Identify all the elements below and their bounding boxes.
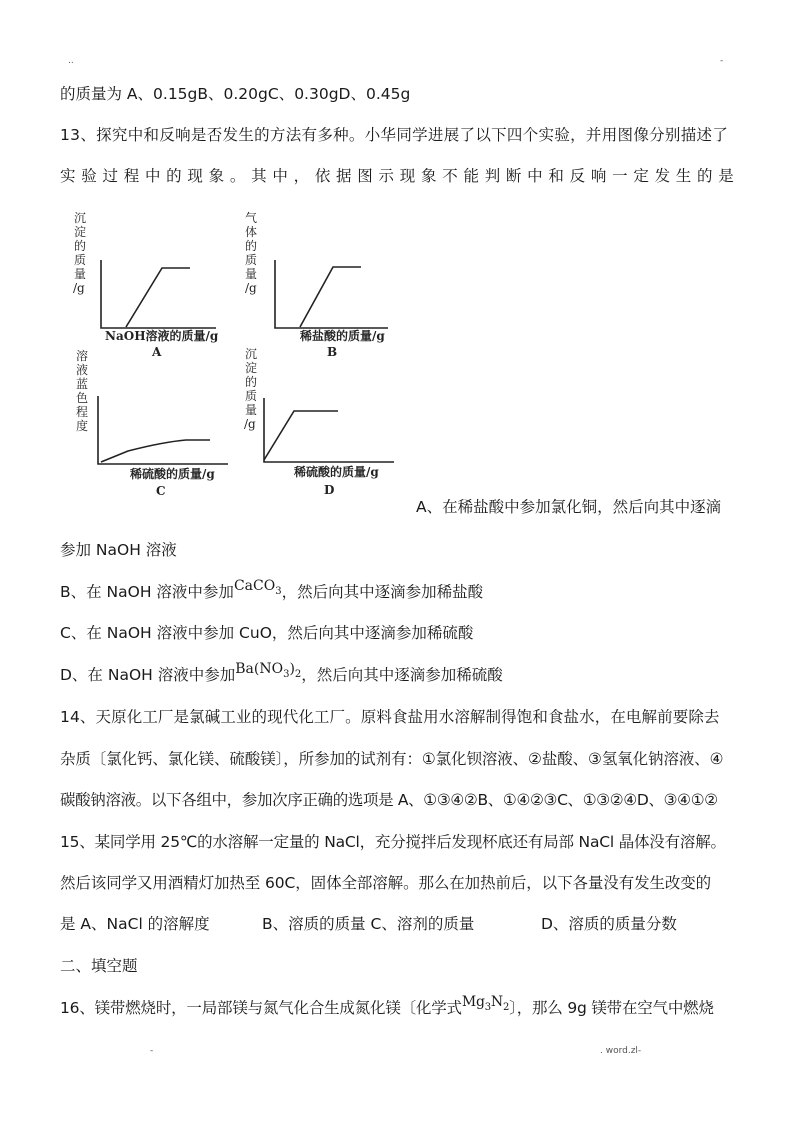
graph-a-ylabel-char: 淀 [74, 225, 87, 239]
q13-line-2-char: 不 [442, 167, 458, 185]
q14-line-3: 碳酸钠溶液。以下各组中，参加次序正确的选项是 A、①③④②B、①④②③C、①③②④D、③④①② [60, 791, 718, 809]
formula-subscript: 3 [484, 1002, 491, 1013]
formula-subscript: 3 [275, 586, 282, 597]
q12-options: 的质量为 A、0.15gB、0.20gC、0.30gD、0.45g [60, 85, 411, 103]
q16-pre: 16、镁带燃烧时，一局部镁与氮气化合生成氮化镁〔化学式 [60, 999, 462, 1017]
option-b-pre: B、在 NaOH 溶液中参加 [60, 583, 234, 601]
q15-option-a: 是 A、NaCl 的溶解度 [60, 915, 210, 933]
graph-b-curve [300, 267, 361, 327]
graph-d-xlabel: 稀硫酸的质量/g [294, 465, 379, 479]
q13-line-2-char: 其 [251, 167, 267, 185]
q14-line-1: 14、天原化工厂是氯碱工业的现代化工厂。原料食盐用水溶解制得饱和食盐水，在电解前要除去 [60, 708, 720, 726]
graph-a-ylabel-char: 质 [74, 253, 87, 267]
q13-line-2-char: 示 [378, 167, 395, 185]
graph-c-ylabel-char: 度 [76, 419, 89, 433]
graph-b-xlabel: 稀盐酸的质量/g [300, 329, 385, 343]
graph-d-yunit: /g [244, 417, 256, 431]
q13-line-2-char: 图 [357, 167, 373, 185]
formula-text: N [490, 994, 503, 1010]
header-right-mark: - [720, 56, 724, 66]
option-d-post: ，然后向其中逐滴参加稀硫酸 [301, 666, 503, 684]
footer-left-mark: - [150, 1046, 154, 1056]
q13-line-1: 13、探究中和反响是否发生的方法有多种。小华同学进展了以下四个实验，并用图像分别描述了 [60, 126, 729, 144]
q16-post: 〕，那么 9g 镁带在空气中燃烧 [509, 999, 714, 1017]
q13-line-2-char: 的 [166, 167, 182, 185]
graph-a-xlabel: NaOH溶液的质量/g [105, 329, 219, 343]
q13-line-2-char: 。 [229, 167, 246, 185]
graph-d-ylabel-char: 淀 [245, 361, 258, 375]
q13-line-2-char: 的 [697, 167, 713, 185]
q13-line-2-char: 生 [675, 167, 692, 185]
graph-a-ylabel-char: 量 [74, 267, 87, 281]
q15-line-1: 15、某同学用 25℃的水溶解一定量的 NaCl，充分搅拌后发现杯底还有局部 NaCl 晶体没有溶解。 [60, 833, 726, 851]
q13-line-2-char: 实 [60, 167, 76, 185]
q13-line-2-char: 定 [633, 167, 649, 185]
graph-b-ylabel [245, 210, 257, 295]
q13-line-2-char: 断 [505, 167, 522, 185]
graph-b-ylabel-char: 体 [245, 225, 258, 239]
graph-a-curve [126, 268, 190, 327]
graph-d-ylabel-char: 的 [245, 375, 258, 389]
graph-d-ylabel-char: 量 [245, 403, 258, 417]
graph-c-ylabel-char: 溶 [76, 349, 89, 363]
graph-d-letter: D [324, 483, 335, 497]
graph-c-ylabel [76, 348, 88, 433]
q15-line-2: 然后该同学又用酒精灯加热至 60C，固体全部溶解。那么在加热前后，以下各量没有发生改变的 [60, 874, 712, 892]
graph-a-ylabel-char: 沉 [74, 211, 87, 225]
q13-line-2 [60, 166, 734, 186]
formula-bano3 [235, 661, 302, 680]
graph-a-axes [101, 260, 216, 328]
q13-line-2-char: 现 [399, 167, 416, 185]
q13-line-2-char: ， [293, 167, 310, 185]
graph-c-axes [98, 396, 228, 464]
q13-line-2-char: 中 [527, 167, 543, 185]
q13-line-2-char: 发 [654, 167, 671, 185]
formula-text: CaCO [233, 578, 276, 594]
q13-line-2-char: 据 [336, 167, 352, 185]
graph-c-letter: C [156, 484, 166, 498]
q13-line-2-char: 一 [612, 167, 628, 185]
q13-line-2-char: 程 [123, 167, 140, 185]
option-a-line-2: 参加 NaOH 溶液 [60, 541, 177, 559]
q13-line-2-char: 是 [718, 167, 734, 185]
option-c: C、在 NaOH 溶液中参加 CuO，然后向其中逐滴参加稀硫酸 [60, 624, 474, 642]
graph-a-letter: A [152, 345, 162, 359]
formula-caco3 [233, 578, 282, 597]
q15-option-d: D、溶质的质量分数 [541, 915, 677, 933]
formula-subscript: 2 [294, 669, 302, 680]
section-heading: 二、填空题 [60, 957, 138, 975]
q13-line-2-char: 象 [208, 167, 225, 185]
graphs-figure [68, 206, 413, 501]
graph-a-yunit: /g [73, 281, 85, 295]
formula-text: Mg [461, 994, 485, 1010]
q14-line-2: 杂质〔氯化钙、氯化镁、硫酸镁〕，所参加的试剂有：①氯化钡溶液、②盐酸、③氢氧化钠溶液、④ [60, 750, 724, 768]
q16-line-1 [60, 994, 714, 1021]
q13-line-2-char: 中 [272, 167, 288, 185]
graph-c-ylabel-char: 色 [76, 391, 89, 405]
q13-line-2-char: 象 [420, 167, 437, 185]
graph-a-ylabel [73, 211, 86, 295]
formula-subscript: 2 [502, 1002, 510, 1013]
graph-b-letter: B [327, 345, 338, 359]
q13-line-2-char: 响 [590, 167, 607, 185]
graph-b-ylabel-char: 质 [245, 253, 258, 267]
graph-b-yunit: /g [245, 281, 257, 295]
formula-text: ) [289, 661, 295, 677]
graph-d-axes [264, 398, 394, 462]
q13-line-2-char: 和 [548, 167, 564, 185]
formula-text: Ba(NO [235, 661, 284, 677]
graph-d-ylabel-char: 质 [245, 389, 258, 403]
formula-subscript: 3 [283, 669, 290, 680]
graph-d-ylabel-char: 沉 [245, 347, 258, 361]
option-d [60, 661, 503, 688]
option-b [60, 578, 484, 605]
graph-c-curve [101, 440, 210, 462]
q13-line-2-char: 判 [484, 167, 501, 185]
formula-mg3n2 [461, 994, 510, 1013]
q13-line-2-char: 依 [314, 167, 331, 185]
graph-d-curve [264, 411, 338, 460]
graphs-svg [68, 206, 413, 501]
graph-d-ylabel [244, 347, 257, 431]
graph-c-ylabel-char: 程 [76, 405, 89, 419]
header-left-mark: .. [68, 56, 74, 66]
q13-line-2-char: 验 [81, 167, 97, 185]
graph-c-ylabel-char: 蓝 [76, 377, 89, 391]
graph-b-ylabel-char: 量 [245, 267, 258, 281]
q15-options-bc: B、溶质的质量 C、溶剂的质量 [262, 915, 475, 933]
q13-line-2-char: 中 [144, 167, 161, 185]
q13-line-2-char: 现 [187, 167, 203, 185]
graph-c-xlabel: 稀硫酸的质量/g [130, 467, 215, 481]
footer-right-mark: . word.zl- [600, 1046, 642, 1056]
graph-b-ylabel-char: 的 [245, 239, 258, 253]
q13-line-2-char: 反 [569, 167, 586, 185]
option-d-pre: D、在 NaOH 溶液中参加 [60, 666, 236, 684]
graph-b-ylabel-char: 气 [245, 211, 258, 225]
option-a-line-1: A、在稀盐酸中参加氯化铜，然后向其中逐滴 [416, 498, 722, 516]
q13-line-2-char: 过 [102, 167, 118, 185]
graph-a-ylabel-char: 的 [74, 239, 87, 253]
option-b-post: ，然后向其中逐滴参加稀盐酸 [281, 583, 484, 601]
q13-line-2-char: 能 [463, 167, 479, 185]
graph-c-ylabel-char: 液 [76, 363, 89, 377]
